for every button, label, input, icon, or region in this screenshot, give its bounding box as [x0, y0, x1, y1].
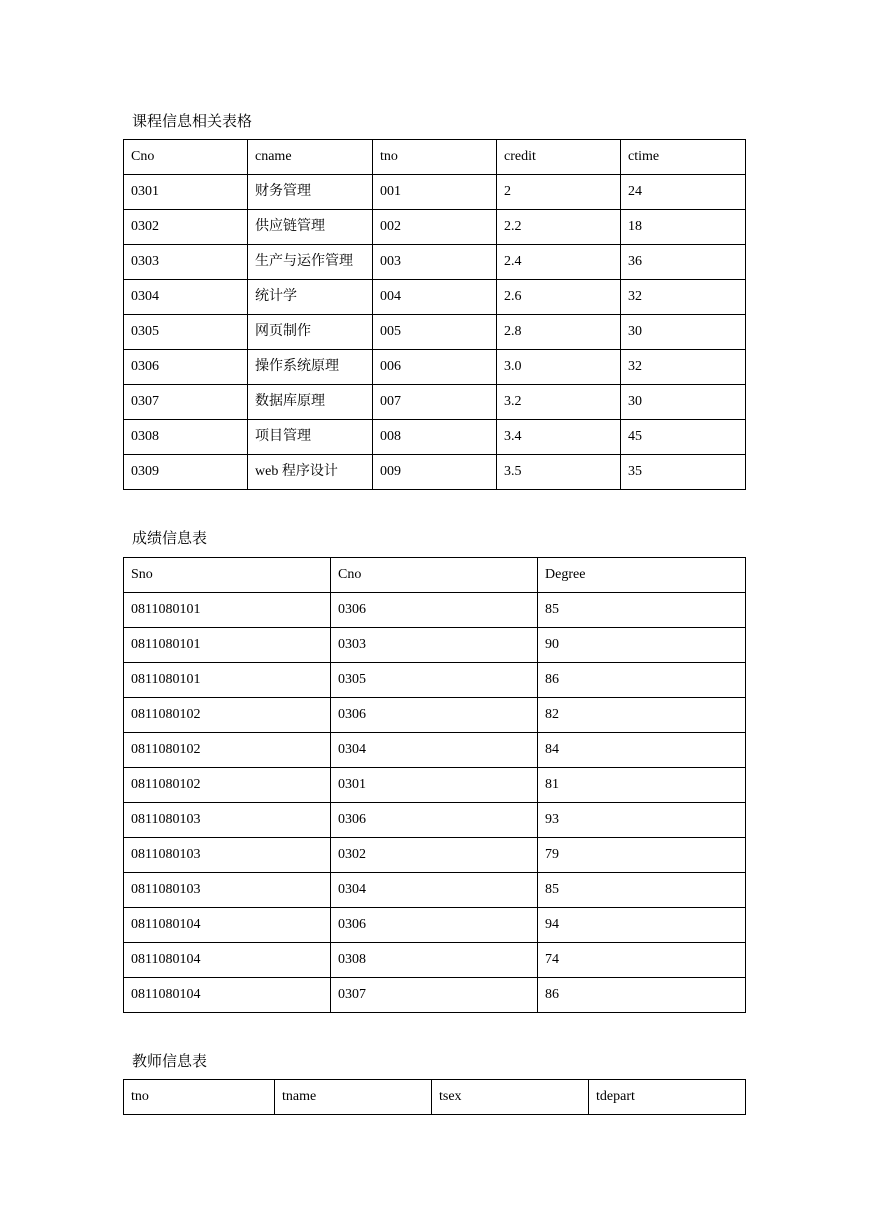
table-cell: 网页制作: [248, 315, 373, 350]
table-cell: 0811080103: [124, 873, 331, 908]
table-cell: 0306: [331, 908, 538, 943]
table-cell: 009: [373, 455, 497, 490]
table-cell: 007: [373, 385, 497, 420]
table-cell: 3.4: [497, 420, 621, 455]
table-cell: 2: [497, 175, 621, 210]
table-cell: 操作系统原理: [248, 350, 373, 385]
score-table-title: 成绩信息表: [132, 531, 208, 547]
table-row: [124, 698, 746, 733]
table-row: [124, 943, 746, 978]
table-row: [124, 873, 746, 908]
table-cell: 79: [538, 838, 746, 873]
table-cell: 36: [621, 245, 746, 280]
table-row: [124, 978, 746, 1013]
table-row: [124, 245, 746, 280]
table-cell: 004: [373, 280, 497, 315]
table-header-cell: Cno: [124, 140, 248, 175]
table-cell: 生产与运作管理: [248, 245, 373, 280]
table-cell: 32: [621, 280, 746, 315]
table-row: [124, 455, 746, 490]
table-row: [124, 663, 746, 698]
table-cell: 94: [538, 908, 746, 943]
table-cell: 45: [621, 420, 746, 455]
table-header-cell: ctime: [621, 140, 746, 175]
table-cell: 0811080101: [124, 593, 331, 628]
table-cell: 81: [538, 768, 746, 803]
table-header-cell: Degree: [538, 558, 746, 593]
table-cell: 30: [621, 385, 746, 420]
table-cell: 93: [538, 803, 746, 838]
table-cell: 0306: [331, 698, 538, 733]
table-cell: 项目管理: [248, 420, 373, 455]
table-cell: 2.8: [497, 315, 621, 350]
table-cell: 0811080104: [124, 978, 331, 1013]
table-cell: 2.2: [497, 210, 621, 245]
table-cell: 3.2: [497, 385, 621, 420]
table-cell: 85: [538, 873, 746, 908]
table-cell: 005: [373, 315, 497, 350]
table-header-cell: credit: [497, 140, 621, 175]
table-cell: 0304: [331, 733, 538, 768]
table-cell: 0811080102: [124, 733, 331, 768]
teacher-table-title: 教师信息表: [132, 1054, 208, 1070]
table-cell: 0811080101: [124, 628, 331, 663]
table-cell: 0302: [331, 838, 538, 873]
course-table-title: 课程信息相关表格: [132, 114, 253, 130]
table-cell: 18: [621, 210, 746, 245]
table-cell: 0306: [331, 803, 538, 838]
table-header-cell: cname: [248, 140, 373, 175]
table-cell: 74: [538, 943, 746, 978]
table-cell: 0301: [124, 175, 248, 210]
table-row: [124, 628, 746, 663]
table-header-cell: tno: [373, 140, 497, 175]
table-row: [124, 768, 746, 803]
table-cell: 0302: [124, 210, 248, 245]
table-cell: 0306: [124, 350, 248, 385]
table-cell: 24: [621, 175, 746, 210]
table-cell: 0811080104: [124, 908, 331, 943]
table-row: [124, 803, 746, 838]
course-table: [123, 139, 746, 490]
table-cell: 3.0: [497, 350, 621, 385]
table-cell: 0811080101: [124, 663, 331, 698]
table-header-row: [124, 1080, 746, 1115]
table-row: [124, 908, 746, 943]
table-cell: 0301: [331, 768, 538, 803]
table-cell: 0309: [124, 455, 248, 490]
table-cell: 001: [373, 175, 497, 210]
table-cell: 86: [538, 978, 746, 1013]
table-cell: 0306: [331, 593, 538, 628]
teacher-table: [123, 1079, 746, 1115]
table-cell: 0305: [124, 315, 248, 350]
table-cell: 0811080102: [124, 768, 331, 803]
table-row: [124, 593, 746, 628]
table-cell: 0811080103: [124, 838, 331, 873]
table-cell: 002: [373, 210, 497, 245]
table-header-row: [124, 140, 746, 175]
table-row: [124, 385, 746, 420]
table-cell: 0308: [331, 943, 538, 978]
table-cell: 35: [621, 455, 746, 490]
table-row: [124, 350, 746, 385]
score-table: [123, 557, 746, 1013]
table-cell: 0305: [331, 663, 538, 698]
table-cell: 008: [373, 420, 497, 455]
table-cell: 003: [373, 245, 497, 280]
table-row: [124, 838, 746, 873]
table-cell: 86: [538, 663, 746, 698]
table-cell: web 程序设计: [248, 455, 373, 490]
table-cell: 90: [538, 628, 746, 663]
table-row: [124, 733, 746, 768]
table-cell: 供应链管理: [248, 210, 373, 245]
table-cell: 0303: [331, 628, 538, 663]
table-row: [124, 175, 746, 210]
table-cell: 006: [373, 350, 497, 385]
table-cell: 0307: [124, 385, 248, 420]
table-cell: 82: [538, 698, 746, 733]
table-cell: 数据库原理: [248, 385, 373, 420]
table-cell: 0811080103: [124, 803, 331, 838]
table-cell: 0308: [124, 420, 248, 455]
table-cell: 0304: [331, 873, 538, 908]
table-row: [124, 210, 746, 245]
table-cell: 0304: [124, 280, 248, 315]
table-cell: 2.6: [497, 280, 621, 315]
table-cell: 0811080104: [124, 943, 331, 978]
table-cell: 84: [538, 733, 746, 768]
table-cell: 统计学: [248, 280, 373, 315]
table-cell: 2.4: [497, 245, 621, 280]
table-header-row: [124, 558, 746, 593]
table-header-cell: Sno: [124, 558, 331, 593]
table-header-cell: Cno: [331, 558, 538, 593]
table-header-cell: tname: [275, 1080, 432, 1115]
table-header-cell: tdepart: [589, 1080, 746, 1115]
table-row: [124, 315, 746, 350]
table-header-cell: tno: [124, 1080, 275, 1115]
table-cell: 0811080102: [124, 698, 331, 733]
table-row: [124, 420, 746, 455]
table-cell: 0307: [331, 978, 538, 1013]
table-row: [124, 280, 746, 315]
table-cell: 3.5: [497, 455, 621, 490]
table-cell: 30: [621, 315, 746, 350]
table-header-cell: tsex: [432, 1080, 589, 1115]
table-cell: 0303: [124, 245, 248, 280]
table-cell: 财务管理: [248, 175, 373, 210]
table-cell: 85: [538, 593, 746, 628]
table-cell: 32: [621, 350, 746, 385]
